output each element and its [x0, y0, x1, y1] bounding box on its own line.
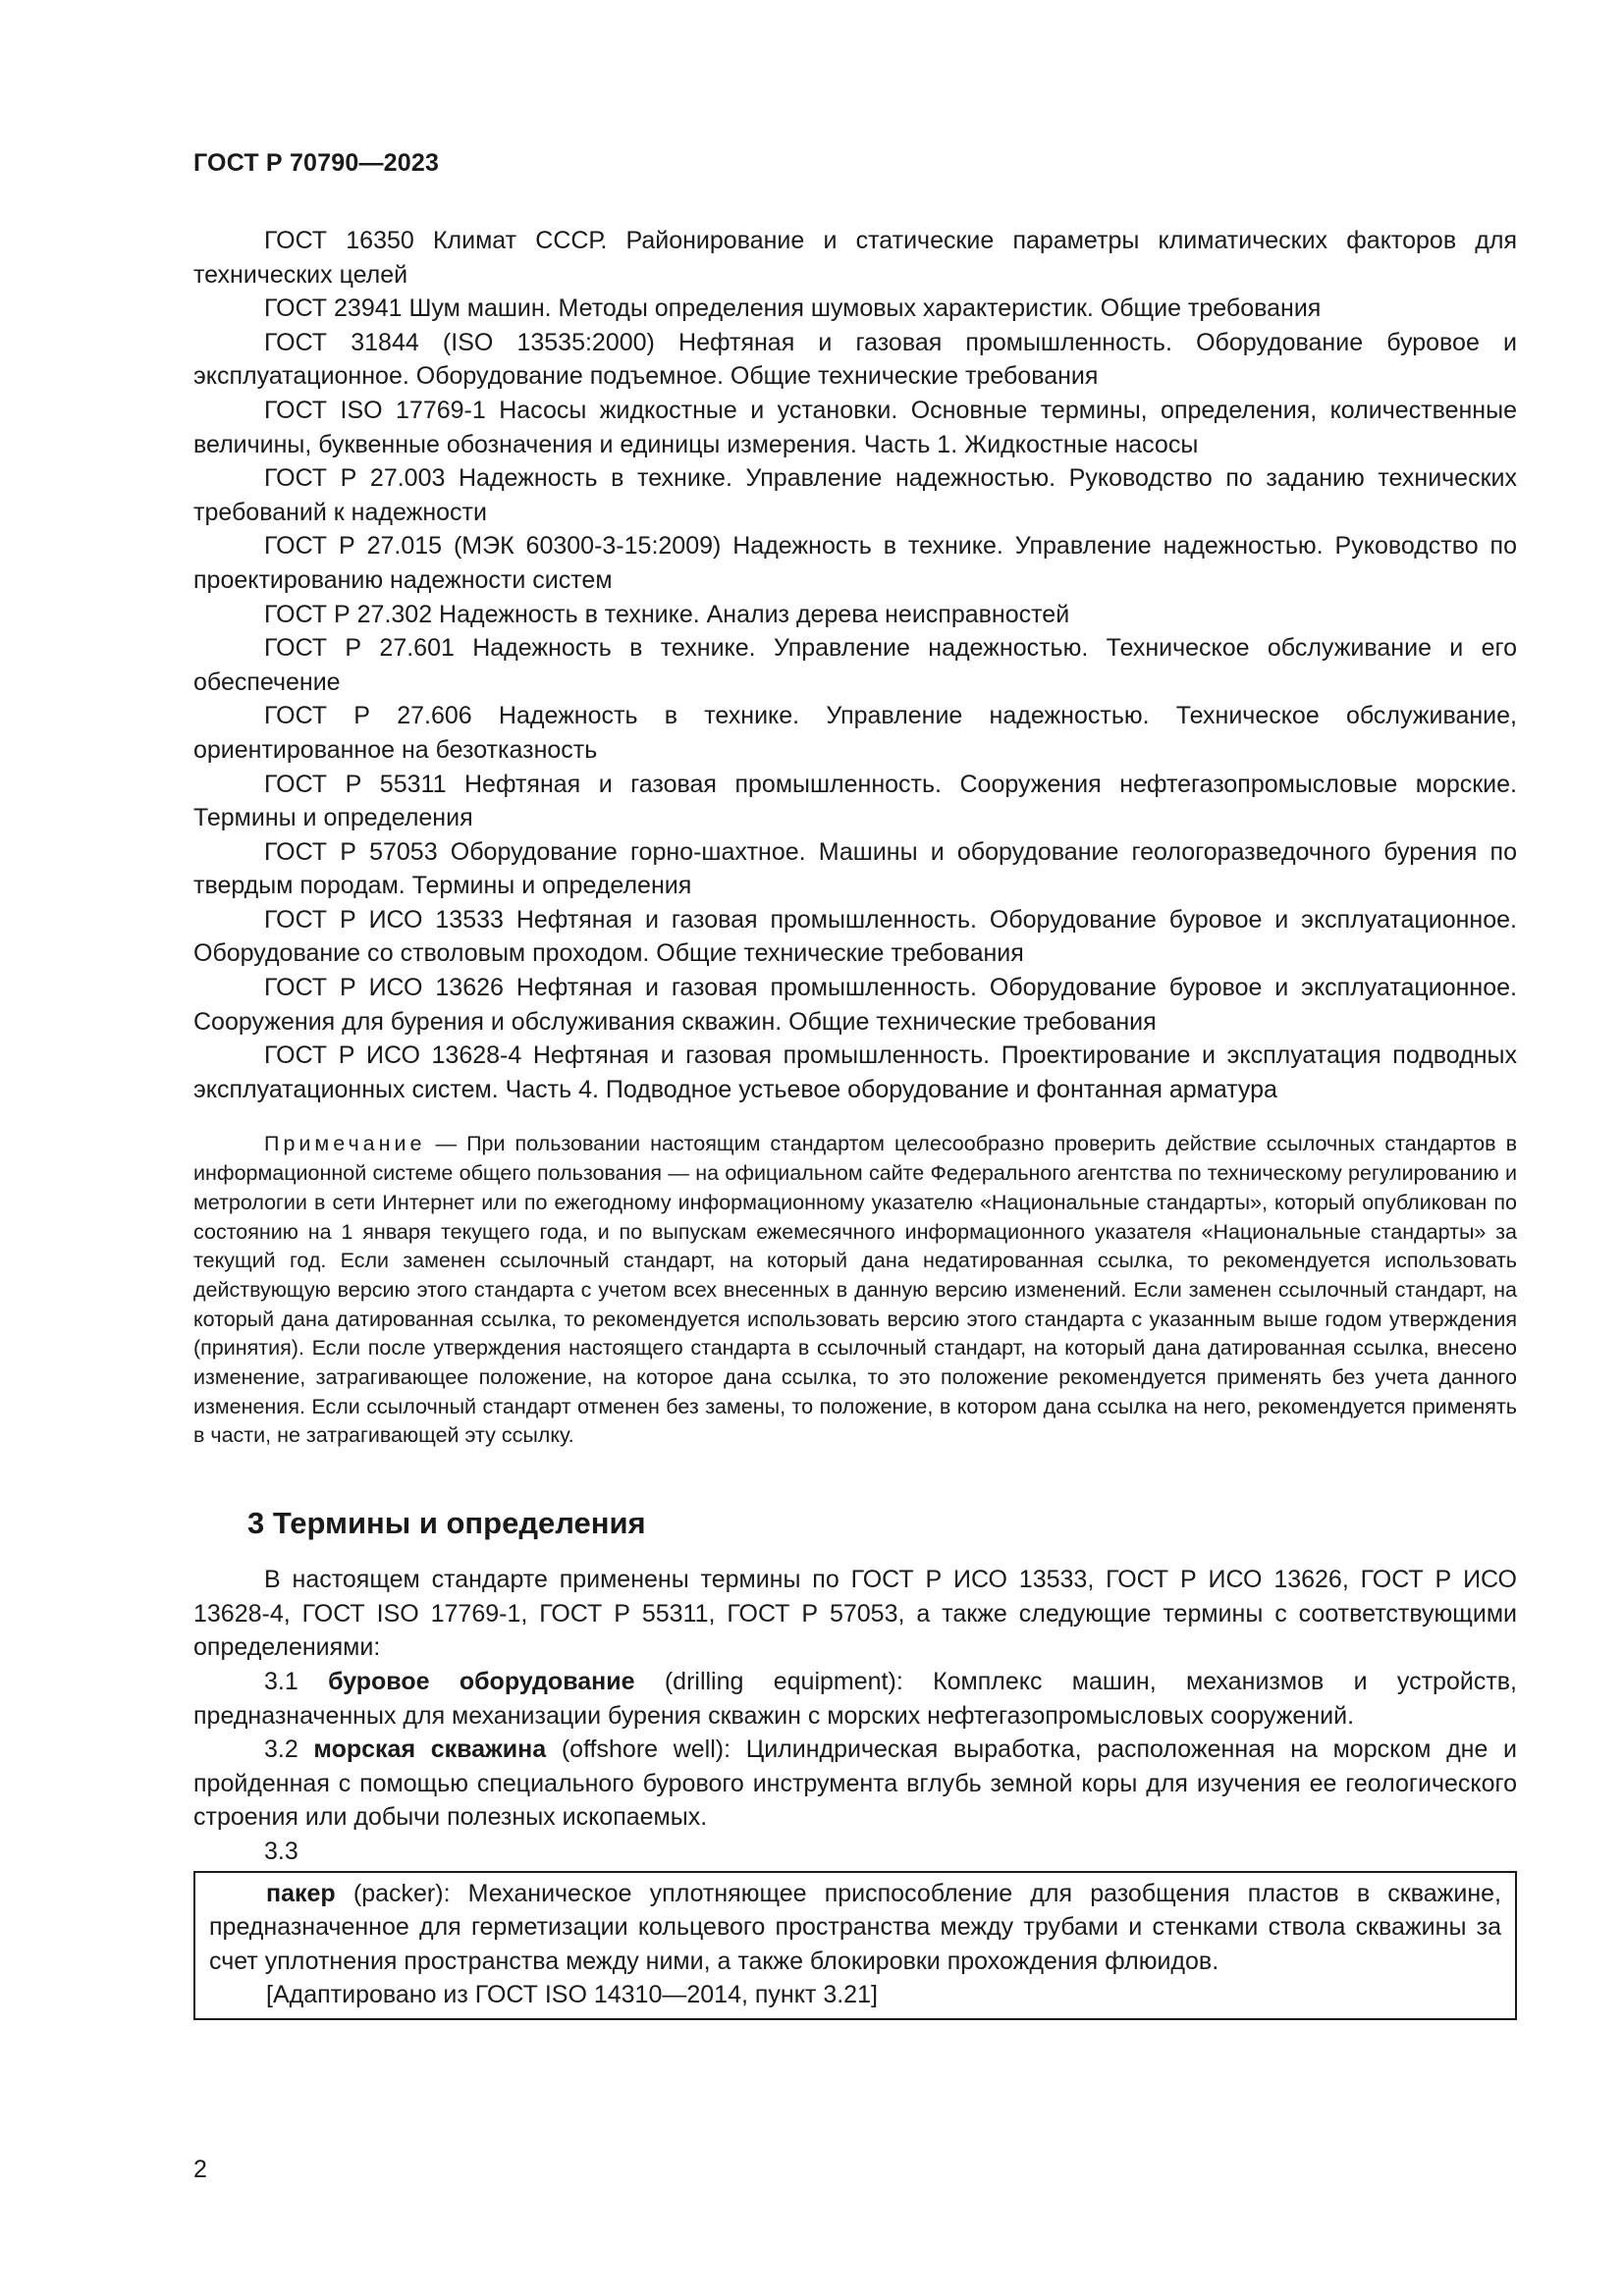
term-name: морская скважина [313, 1735, 547, 1764]
term-entry-3-3 [209, 1877, 1501, 1979]
reference-item: ГОСТ Р ИСО 13533 Нефтяная и газовая промышленность. Оборудование буровое и эксплуатационное. Оборудование со стволовым проходом. Общие технические требования [193, 905, 1517, 968]
section-intro: В настоящем стандарте применены термины по ГОСТ Р ИСО 13533, ГОСТ Р ИСО 13626, ГОСТ Р ИСО 13628-4, ГОСТ ISO 17769-1, ГОСТ Р 55311, ГОСТ Р 57053, а также следующие термины с соответствующими определениями: [193, 1566, 1517, 1662]
reference-item: ГОСТ Р 57053 Оборудование горно-шахтное. Машины и оборудование геологоразведочного бурения по твердым породам. Термины и определения [193, 837, 1517, 900]
reference-item: ГОСТ Р ИСО 13628-4 Нефтяная и газовая промышленность. Проектирование и эксплуатация подводных эксплуатационных систем. Часть 4. Подводное устьевое оборудование и фонтанная арматура [193, 1041, 1517, 1103]
note-paragraph [193, 1130, 1517, 1451]
reference-item: ГОСТ Р ИСО 13626 Нефтяная и газовая промышленность. Оборудование буровое и эксплуатационное. Сооружения для бурения и обслуживания скважин. Общие технические требования [193, 974, 1517, 1036]
term-name: пакер [266, 1879, 336, 1907]
note-label: Примечание [264, 1132, 426, 1156]
reference-item: ГОСТ ISO 17769-1 Насосы жидкостные и установки. Основные термины, определения, количественные величины, буквенные обозначения и единицы измерения. Часть 1. Жидкостные насосы [193, 396, 1517, 458]
document-body [193, 224, 1517, 2020]
term-name: буровое оборудование [328, 1667, 635, 1695]
note-text: — При пользовании настоящим стандартом целесообразно проверить действие ссылочных стандартов в информационной системе общего пользования — на официальном сайте Федерального агентства по техническому регулированию и метрологии в сети Интернет или по ежегодному информационному указателю «Национальные стандарты», который опубликован по состоянию на 1 января текущего года, и по выпускам ежемесячного информационного указателя «Национальные стандарты» за текущий год. Если заменен ссылочный стандарт, на который дана недатированная ссылка, то рекомендуется использовать действующую версию этого стандарта с учетом всех внесенных в данную версию изменений. Если заменен ссылочный стандарт, на который дана датированная ссылка, то рекомендуется использовать версию этого стандарта с указанным выше годом утверждения (принятия). Если после утверждения настоящего стандарта в ссылочный стандарт, на который дана датированная ссылка, внесено изменение, затрагивающее положение, на которое дана ссылка, то это положение рекомендуется применять без учета данного изменения. Если ссылочный стандарт отменен без замены, то положение, в котором дана ссылка на него, рекомендуется применять в части, не затрагивающей эту ссылку. [193, 1132, 1517, 1448]
section-title: 3 Термины и определения [247, 1506, 646, 1541]
term-definition: (packer): Механическое уплотняющее приспособление для разобщения пластов в скважине, предназначенное для герметизации кольцевого пространства между трубами и стенками ствола скважины за счет уплотнения пространства между ними, а также блокировки прохождения флюидов. [209, 1879, 1501, 1975]
term-definition: (offshore well): Цилиндрическая выработка, расположенная на морском дне и пройденная с помощью специального бурового инструмента вглубь земной коры для изучения ее геологического строения или добычи полезных ископаемых. [193, 1735, 1518, 1832]
document-header: ГОСТ Р 70790—2023 [193, 149, 440, 177]
reference-item: ГОСТ Р 27.601 Надежность в технике. Управление надежностью. Техническое обслуживание и его обеспечение [193, 634, 1517, 696]
page-number: 2 [193, 2156, 207, 2183]
reference-item: ГОСТ 16350 Климат СССР. Районирование и статические параметры климатических факторов для технических целей [193, 227, 1517, 289]
reference-item: ГОСТ 23941 Шум машин. Методы определения шумовых характеристик. Общие требования [264, 294, 1322, 323]
term-box-3-3 [193, 1871, 1517, 2020]
term-number: 3.2 [264, 1735, 314, 1764]
reference-item: ГОСТ Р 27.302 Надежность в технике. Анализ дерева неисправностей [264, 600, 1070, 628]
term-entry-3-1 [193, 1665, 1517, 1733]
reference-item: ГОСТ 31844 (ISO 13535:2000) Нефтяная и газовая промышленность. Оборудование буровое и эксплуатационное. Оборудование подъемное. Общие технические требования [193, 328, 1517, 391]
reference-item: ГОСТ Р 55311 Нефтяная и газовая промышленность. Сооружения нефтегазопромысловые морские. Термины и определения [193, 770, 1517, 832]
reference-item: ГОСТ Р 27.606 Надежность в технике. Управление надежностью. Техническое обслуживание, ориентированное на безотказность [193, 702, 1517, 764]
term-number: 3.1 [264, 1667, 329, 1695]
reference-item: ГОСТ Р 27.003 Надежность в технике. Управление надежностью. Руководство по заданию технических требований к надежности [193, 464, 1517, 526]
term-definition: (drilling equipment): Комплекс машин, механизмов и устройств, предназначенных для механизации бурения скважин с морских нефтегазопромысловых сооружений. [193, 1667, 1517, 1730]
term-source: [Адаптировано из ГОСТ ISO 14310—2014, пункт 3.21] [266, 1981, 878, 2009]
term-entry-3-2 [193, 1733, 1517, 1835]
reference-item: ГОСТ Р 27.015 (МЭК 60300-3-15:2009) Надежность в технике. Управление надежностью. Руководство по проектированию надежности систем [193, 532, 1517, 594]
term-number: 3.3 [264, 1837, 298, 1865]
references-list [193, 224, 1517, 1106]
